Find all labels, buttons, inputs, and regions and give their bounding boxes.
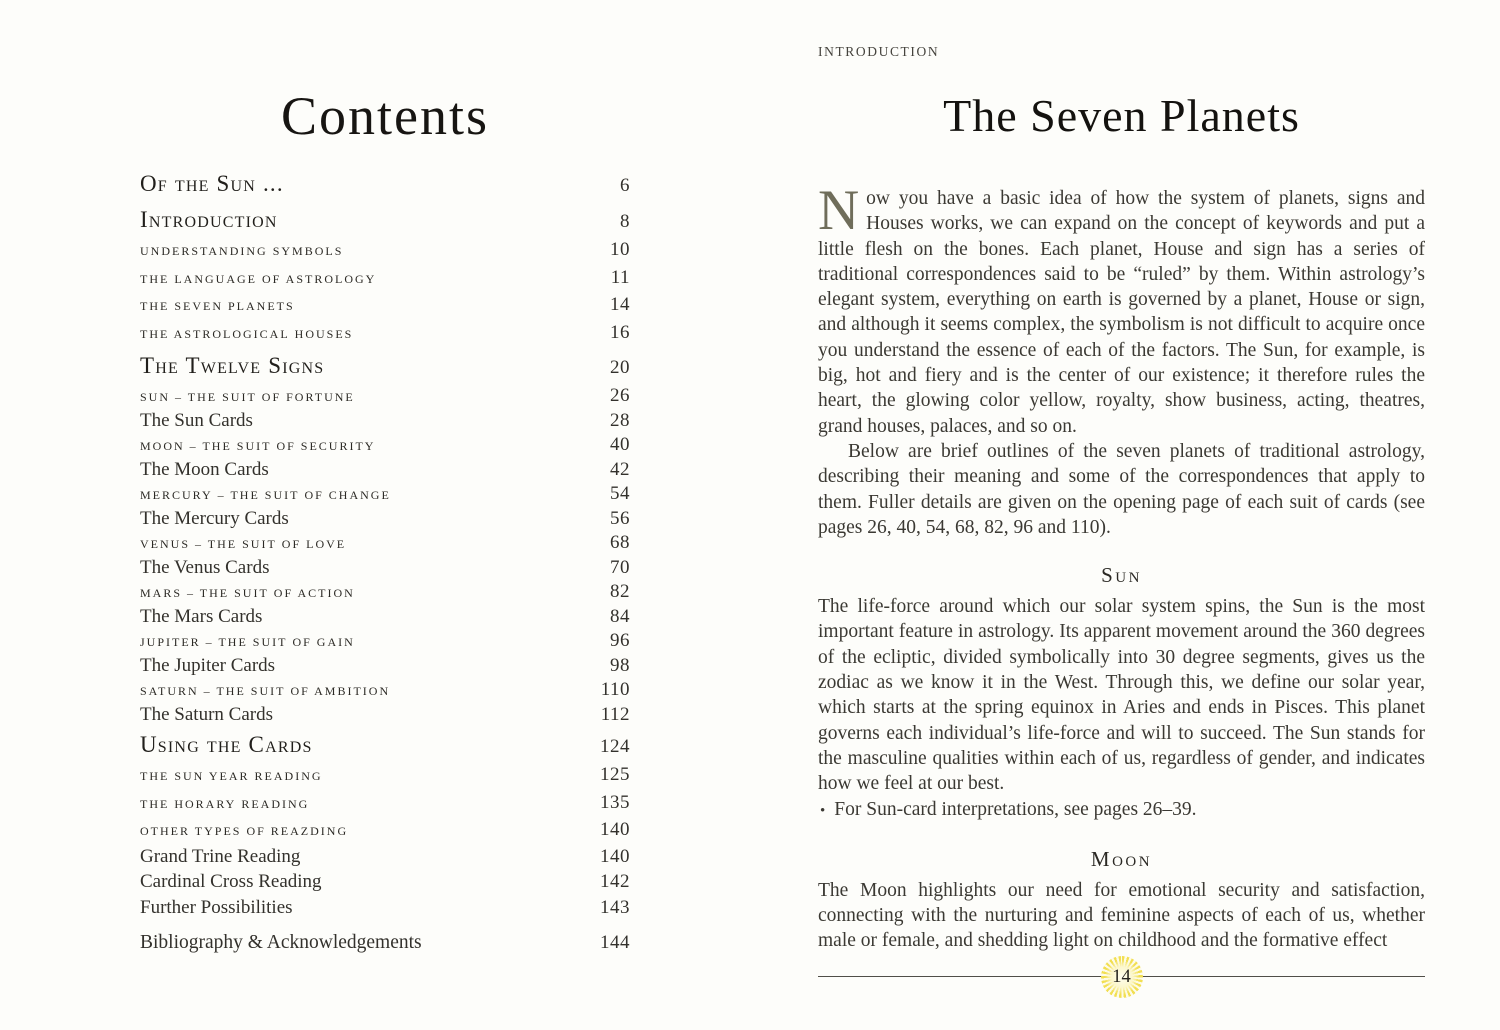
toc-row — [140, 817, 630, 844]
toc-page-number: 82 — [610, 581, 630, 602]
toc-entry-label: Moon – The Suit of Security — [140, 435, 376, 454]
toc-entry-label: Other Types of Reazding — [140, 820, 349, 839]
toc-row — [140, 844, 630, 870]
toc-entry-label: The Twelve Signs — [140, 353, 325, 378]
toc-page-number: 10 — [610, 239, 630, 260]
toc-entry-label: Understanding Symbols — [140, 240, 344, 259]
toc-entry-label: Of the Sun ... — [140, 171, 284, 196]
toc-row — [140, 762, 630, 789]
toc-row — [140, 265, 630, 292]
running-head: INTRODUCTION — [818, 44, 940, 59]
toc-page-number: 70 — [610, 556, 630, 578]
toc-entry-label: The Mercury Cards — [140, 507, 289, 529]
toc-page-number: 56 — [610, 507, 630, 529]
sun-bullet-text: For Sun-card interpretations, see pages 26–39. — [834, 798, 1197, 820]
chapter-page — [818, 44, 1425, 954]
sun-bullet-item — [818, 797, 1425, 824]
sun-section-heading: Sun — [1101, 563, 1142, 588]
toc-row — [140, 320, 630, 347]
toc-entry-label: Introduction — [140, 207, 278, 232]
toc-page-number: 84 — [610, 605, 630, 627]
toc-entry-label: Grand Trine Reading — [140, 845, 301, 867]
toc-row — [140, 677, 630, 704]
intro-paragraph — [818, 179, 1425, 439]
toc-row — [140, 459, 630, 481]
toc-row — [140, 508, 630, 530]
toc-page-number: 40 — [610, 434, 630, 455]
toc-row — [140, 352, 630, 382]
toc-entry-label: The Jupiter Cards — [140, 654, 276, 676]
toc-entry-label: Further Possibilities — [140, 896, 293, 918]
toc-row — [140, 628, 630, 655]
toc-page-number: 140 — [600, 845, 630, 867]
toc-entry-label: The Horary Reading — [140, 792, 310, 812]
toc-row — [140, 790, 630, 817]
toc-page-number: 125 — [600, 764, 630, 785]
intro-paragraph-text: ow you have a basic idea of how the system of planets, signs and Houses works, we can expand on the concept of keywords and put a little flesh on the bones. Each planet, House and sign has a series of traditional correspondences said to be “ruled” by them. Within astrology’s elegant system, everything on earth is governed by a planet, House or sign, and although it seems complex, the symbolism is not difficult to acquire once you understand the essence of each of the factors. The Sun, for example, is big, hot and fiery and is the center of our existence; it therefore rules the heart, the glowing color yellow, royalty, show business, acting, theatres, grand houses, palaces, and so on. — [818, 188, 1425, 437]
toc-row — [140, 895, 630, 921]
toc-page-number: 110 — [600, 679, 630, 700]
bullet-icon: • — [820, 802, 826, 819]
toc-entry-label: The Venus Cards — [140, 556, 270, 578]
toc-page-number: 143 — [600, 896, 630, 918]
toc-row — [140, 557, 630, 579]
toc-entry-label: The Saturn Cards — [140, 703, 273, 725]
toc-page-number: 20 — [610, 357, 630, 378]
toc-page-number: 8 — [620, 211, 630, 232]
toc-row — [140, 530, 630, 557]
toc-row — [140, 481, 630, 508]
toc-page-number: 54 — [610, 483, 630, 504]
table-of-contents — [140, 170, 630, 956]
toc-page-number: 96 — [610, 630, 630, 651]
toc-entry-label: Mars – The Suit of Action — [140, 582, 355, 601]
toc-entry-label: Venus – The Suit of Love — [140, 533, 347, 552]
toc-entry-label: The Astrological Houses — [140, 322, 354, 342]
chapter-title: The Seven Planets — [943, 90, 1300, 141]
toc-entry-label: Saturn – The Suit of Ambition — [140, 680, 391, 699]
toc-page-number: 6 — [620, 175, 630, 196]
toc-row — [140, 579, 630, 606]
toc-page-number: 68 — [610, 532, 630, 553]
toc-row — [140, 292, 630, 319]
moon-section-paragraph: The Moon highlights our need for emotional security and satisfaction, connecting with the nurturing and feminine aspects of each of us, whether male or female, and shedding light on childhood and the formative effect — [818, 879, 1425, 952]
sunburst-page-badge-icon — [1101, 956, 1143, 998]
toc-row — [140, 704, 630, 726]
intro-paragraph-2: Below are brief outlines of the seven planets of traditional astrology, describing their meaning and some of the correspondences that apply to them. Fuller details are given on the opening page of each suit of cards (see pages 26, 40, 54, 68, 82, 96 and 110). — [818, 440, 1425, 538]
toc-entry-label: Using the Cards — [140, 732, 313, 757]
toc-page-number: 112 — [600, 703, 630, 725]
toc-row — [140, 731, 630, 761]
toc-page-number: 14 — [610, 294, 630, 315]
toc-entry-label: Jupiter – The Suit of Gain — [140, 631, 355, 650]
toc-row — [140, 655, 630, 677]
toc-page-number: 142 — [600, 871, 630, 892]
contents-page — [140, 86, 630, 956]
toc-entry-label: Sun – The Suit of Fortune — [140, 386, 355, 405]
toc-page-number: 42 — [610, 458, 630, 480]
toc-entry-label: The Moon Cards — [140, 458, 269, 480]
toc-page-number: 28 — [610, 409, 630, 431]
moon-section-heading: Moon — [1090, 846, 1153, 871]
toc-page-number: 135 — [600, 791, 630, 813]
toc-entry-label: The Mars Cards — [140, 605, 263, 627]
toc-page-number: 26 — [610, 385, 630, 406]
toc-row — [140, 432, 630, 459]
drop-cap: N — [818, 179, 860, 242]
toc-entry-label: The Seven Planets — [140, 295, 295, 314]
toc-row — [140, 206, 630, 236]
toc-page-number: 124 — [600, 736, 630, 757]
toc-page-number: 144 — [600, 932, 630, 953]
page-number: 14 — [1112, 966, 1131, 987]
toc-row — [140, 606, 630, 628]
toc-row — [140, 237, 630, 264]
toc-page-number: 11 — [610, 266, 630, 288]
toc-row — [140, 170, 630, 200]
toc-entry-label: The Sun Cards — [140, 409, 253, 431]
toc-row — [140, 410, 630, 432]
toc-entry-label: The Language of Astrology — [140, 267, 377, 287]
page-title: Contents — [280, 86, 489, 146]
toc-entry-label: The Sun Year Reading — [140, 765, 323, 784]
toc-row — [140, 869, 630, 895]
toc-row — [140, 930, 630, 956]
toc-entry-label: Mercury – The Suit of Change — [140, 484, 391, 503]
toc-page-number: 16 — [610, 321, 630, 343]
toc-row — [140, 383, 630, 410]
toc-entry-label: Bibliography & Acknowledgements — [140, 932, 422, 953]
page-footer — [818, 956, 1425, 998]
toc-page-number: 140 — [600, 819, 630, 840]
toc-entry-label: Cardinal Cross Reading — [140, 871, 322, 892]
sun-section-paragraph: The life-force around which our solar system spins, the Sun is the most important feature in astrology. Its apparent movement around the 360 degrees of the ecliptic, divided symbolically into 30 degree segments, gives us the zodiac as we know it in the West. Through this, we define our solar year, which starts at the spring equinox in Aries and ends in Pisces. This planet governs each individual’s life-force and will to succeed. The Sun stands for the masculine qualities within each of us, regardless of gender, and indicates how we feel at our best. — [818, 596, 1425, 795]
toc-page-number: 98 — [610, 654, 630, 676]
